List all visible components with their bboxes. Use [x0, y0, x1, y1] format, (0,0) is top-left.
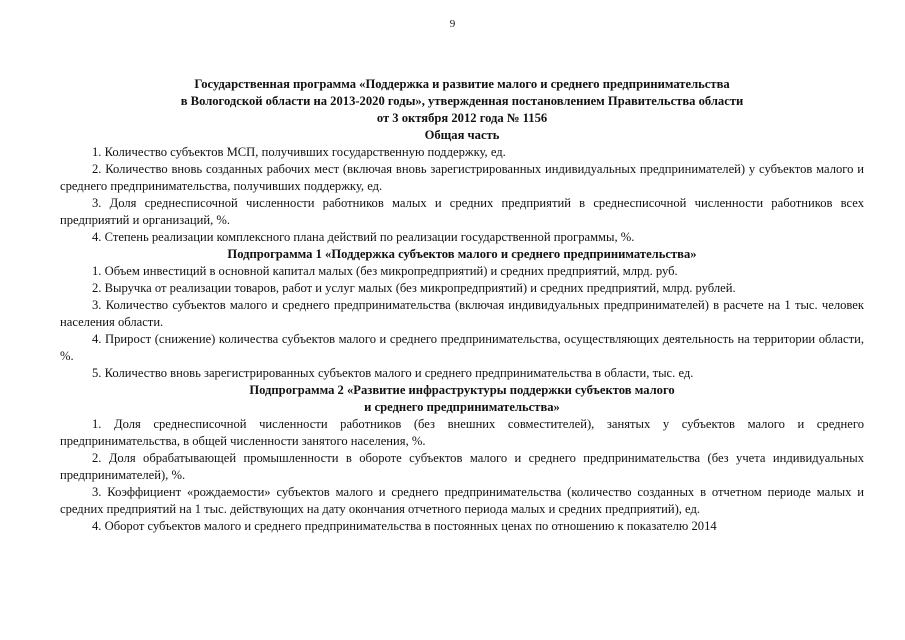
program-title-line-3: от 3 октября 2012 года № 1156: [376, 111, 548, 125]
general-item-2: 2. Количество вновь созданных рабочих мест (включая вновь зарегистрированных индивидуальных предпринимателей) у субъектов малого и среднего предпринимательства, получивших поддержку, ед.: [60, 162, 864, 193]
general-item-3: 3. Доля среднесписочной численности работников малых и средних предприятий в среднесписочной численности работников всех предприятий и организаций, %.: [60, 196, 864, 227]
program-title-line-2: в Вологодской области на 2013-2020 годы», утвержденная постановлением Правительства области: [180, 94, 744, 108]
subprogram-1-item-1: 1. Объем инвестиций в основной капитал малых (без микропредприятий) и средних предприятий, млрд. руб.: [92, 264, 678, 278]
subprogram-2-item-3: 3. Коэффициент «рождаемости» субъектов малого и среднего предпринимательства (количество созданных в отчетном периоде малых и средних предприятий на 1 тыс. действующих на дату окончания отчетного периода малых и средних предприятий), ед.: [60, 485, 864, 516]
subprogram-2-item-1: 1. Доля среднесписочной численности работников (без внешних совместителей), занятых у субъектов малого и среднего предпринимательства, в общей численности занятого населения, %.: [60, 417, 864, 448]
subprogram-2-item-2: 2. Доля обрабатывающей промышленности в обороте субъектов малого и среднего предпринимательства (без учета индивидуальных предпринимателей), %.: [60, 451, 864, 482]
section-heading-general: Общая часть: [424, 128, 500, 142]
section-heading-subprogram-2-line-2: и среднего предпринимательства»: [364, 400, 560, 414]
document-body: [60, 76, 864, 535]
page-number: 9: [449, 18, 456, 30]
section-heading-subprogram-1: Подпрограмма 1 «Поддержка субъектов малого и среднего предпринимательства»: [227, 247, 697, 261]
subprogram-1-item-3: 3. Количество субъектов малого и среднего предпринимательства (включая индивидуальных предпринимателей) в расчете на 1 тыс. человек населения области.: [60, 298, 864, 329]
general-item-1: 1. Количество субъектов МСП, получивших государственную поддержку, ед.: [92, 145, 506, 159]
subprogram-1-item-5: 5. Количество вновь зарегистрированных субъектов малого и среднего предпринимательства в области, тыс. ед.: [92, 366, 694, 380]
section-heading-subprogram-2-line-1: Подпрограмма 2 «Развитие инфраструктуры поддержки субъектов малого: [249, 383, 675, 397]
subprogram-2-item-4: 4. Оборот субъектов малого и среднего предпринимательства в постоянных ценах по отношению к показателю 2014: [92, 519, 717, 533]
program-title-line-1: Государственная программа «Поддержка и развитие малого и среднего предпринимательства: [194, 77, 730, 91]
program-title: [60, 76, 864, 127]
subprogram-1-item-2: 2. Выручка от реализации товаров, работ и услуг малых (без микропредприятий) и средних предприятий, млрд. рублей.: [92, 281, 736, 295]
subprogram-1-item-4: 4. Прирост (снижение) количества субъектов малого и среднего предпринимательства, осуществляющих деятельность на территории области, %.: [60, 332, 864, 363]
general-item-4: 4. Степень реализации комплексного плана действий по реализации государственной программы, %.: [92, 230, 635, 244]
